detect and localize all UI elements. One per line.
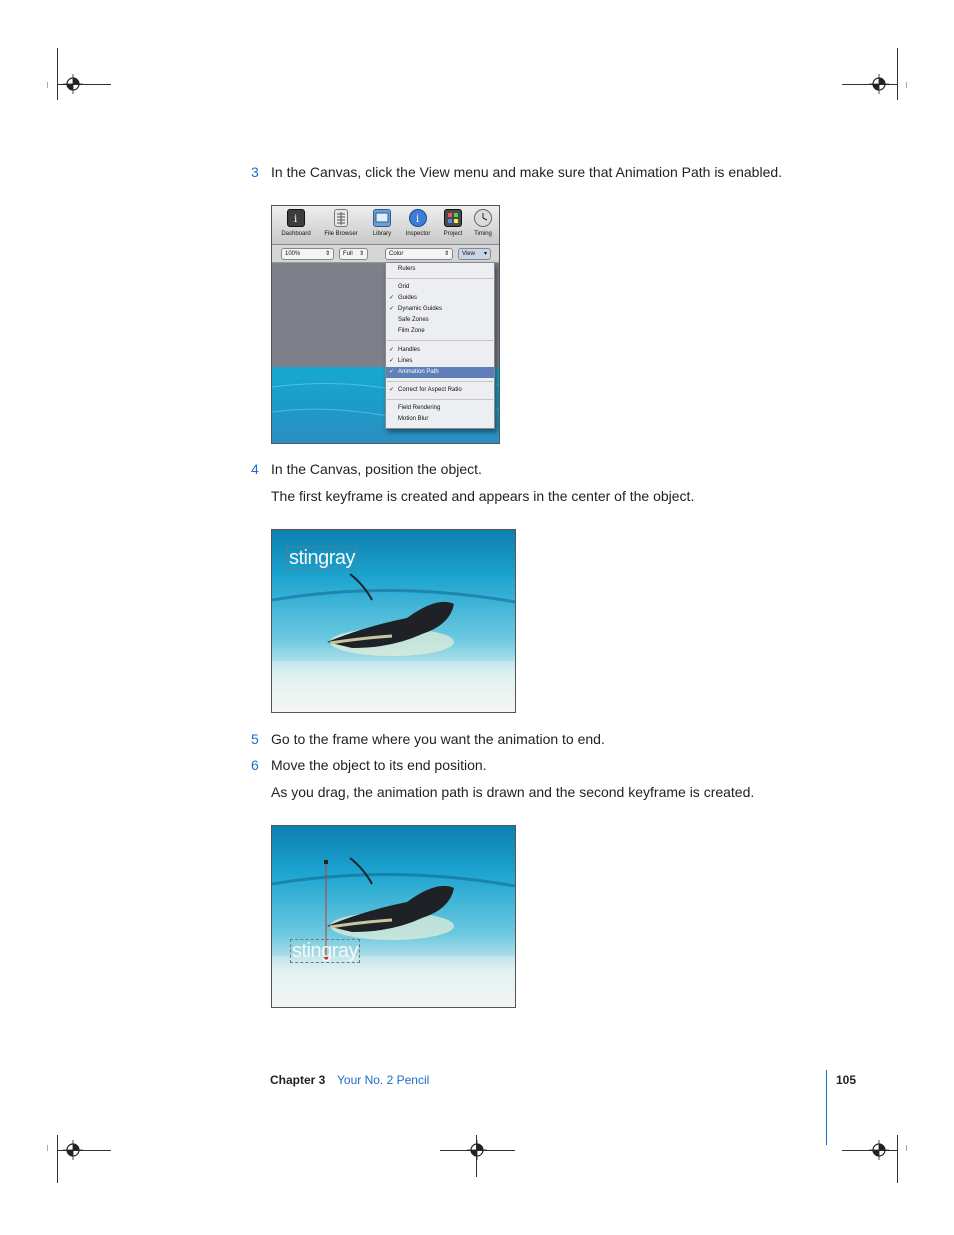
stingray-title-object[interactable]: stingray xyxy=(292,940,359,962)
toolbar-label: Inspector xyxy=(405,231,431,237)
file-browser-icon xyxy=(334,209,348,227)
toolbar-label: Library xyxy=(372,231,392,237)
checkmark-icon: ✓ xyxy=(389,358,395,364)
menu-separator xyxy=(387,381,493,382)
step-text: In the Canvas, position the object. xyxy=(271,461,482,477)
library-icon xyxy=(373,209,391,227)
project-icon xyxy=(444,209,462,227)
stepper-arrows-icon: ⇕ xyxy=(358,251,364,257)
view-menu-button[interactable] xyxy=(458,248,491,260)
step-number: 6 xyxy=(251,757,259,773)
zoom-value: 100% xyxy=(285,251,301,257)
canvas-popup-bar xyxy=(272,245,499,263)
registration-target-icon xyxy=(869,74,889,94)
menu-item-field-rendering[interactable]: Field Rendering xyxy=(398,405,441,411)
step-number: 4 xyxy=(251,461,259,477)
step-number: 3 xyxy=(251,164,259,180)
clock-icon xyxy=(474,209,492,227)
view-menu xyxy=(385,262,495,429)
footer-chapter-title: Your No. 2 Pencil xyxy=(337,1073,430,1087)
page-number: 105 xyxy=(836,1073,857,1087)
menu-item-guides[interactable]: ✓ Guides xyxy=(386,293,494,304)
menu-item-lines[interactable]: ✓ Lines xyxy=(386,356,494,367)
menu-separator xyxy=(387,278,493,279)
step-followup-text: As you drag, the animation path is drawn and the second keyframe is created. xyxy=(271,784,755,800)
toolbar-label: File Browser xyxy=(324,231,358,237)
menu-item-correct-aspect-ratio[interactable]: ✓ Correct for Aspect Ratio xyxy=(386,385,494,396)
toolbar xyxy=(272,206,499,245)
svg-text:i: i xyxy=(294,214,298,225)
step-text: In the Canvas, click the View menu and make sure that Animation Path is enabled. xyxy=(271,164,783,180)
svg-text:i: i xyxy=(416,214,420,225)
step-text: Move the object to its end position. xyxy=(271,757,487,773)
inspector-icon xyxy=(409,209,427,227)
toolbar-dashboard[interactable] xyxy=(276,209,316,237)
step-followup-text: The first keyframe is created and appears in the center of the object. xyxy=(271,488,695,504)
dashboard-icon xyxy=(287,209,305,227)
registration-target-icon xyxy=(869,1140,889,1160)
registration-target-icon xyxy=(63,74,83,94)
footer-chapter: Chapter 3 xyxy=(270,1073,326,1087)
menu-item-rulers[interactable]: Rulers xyxy=(398,266,416,272)
chevron-down-icon: ▾ xyxy=(483,251,487,257)
footer-rule xyxy=(826,1070,827,1145)
toolbar-library[interactable] xyxy=(367,209,397,237)
menu-item-dynamic-guides[interactable]: ✓ Dynamic Guides xyxy=(386,304,494,315)
canvas-stingray-screenshot-start xyxy=(271,529,516,713)
step-number: 5 xyxy=(251,731,259,747)
zoom-popup[interactable] xyxy=(281,248,334,260)
menu-item-animation-path[interactable]: ✓ Animation Path xyxy=(386,367,494,378)
stepper-arrows-icon: ⇕ xyxy=(443,251,449,257)
checkmark-icon: ✓ xyxy=(389,369,395,375)
toolbar-file-browser[interactable] xyxy=(319,209,363,237)
checkmark-icon: ✓ xyxy=(389,306,395,312)
toolbar-timing[interactable] xyxy=(470,209,496,237)
resolution-value: Full xyxy=(343,251,353,257)
registration-target-icon xyxy=(63,1140,83,1160)
toolbar-label: Project xyxy=(443,231,463,237)
checkmark-icon: ✓ xyxy=(389,347,395,353)
toolbar-inspector[interactable] xyxy=(400,209,436,237)
step-text: Go to the frame where you want the animation to end. xyxy=(271,731,605,747)
registration-target-icon xyxy=(467,1140,487,1160)
stepper-arrows-icon: ⇕ xyxy=(324,251,330,257)
menu-separator xyxy=(387,399,493,400)
stingray-photo xyxy=(272,826,515,1007)
canvas-stingray-screenshot-end xyxy=(271,825,516,1008)
resolution-popup[interactable] xyxy=(339,248,368,260)
channels-popup[interactable] xyxy=(385,248,453,260)
checkmark-icon: ✓ xyxy=(389,387,395,393)
menu-item-handles[interactable]: ✓ Handles xyxy=(386,345,494,356)
checkmark-icon: ✓ xyxy=(389,295,395,301)
channels-value: Color xyxy=(389,251,404,257)
toolbar-label: Dashboard xyxy=(281,231,311,237)
menu-item-grid[interactable]: Grid xyxy=(398,284,410,290)
toolbar-label: Timing xyxy=(474,231,492,237)
menu-item-motion-blur[interactable]: Motion Blur xyxy=(398,416,429,422)
view-label: View xyxy=(462,251,475,257)
canvas-view-menu-screenshot xyxy=(271,205,500,444)
keyframe-start-handle[interactable] xyxy=(324,860,328,864)
menu-item-safe-zones[interactable]: Safe Zones xyxy=(398,317,429,323)
menu-separator xyxy=(387,340,493,341)
toolbar-project[interactable] xyxy=(438,209,468,237)
menu-item-film-zone[interactable]: Film Zone xyxy=(398,328,425,334)
stingray-title-object[interactable]: stingray xyxy=(289,547,356,569)
